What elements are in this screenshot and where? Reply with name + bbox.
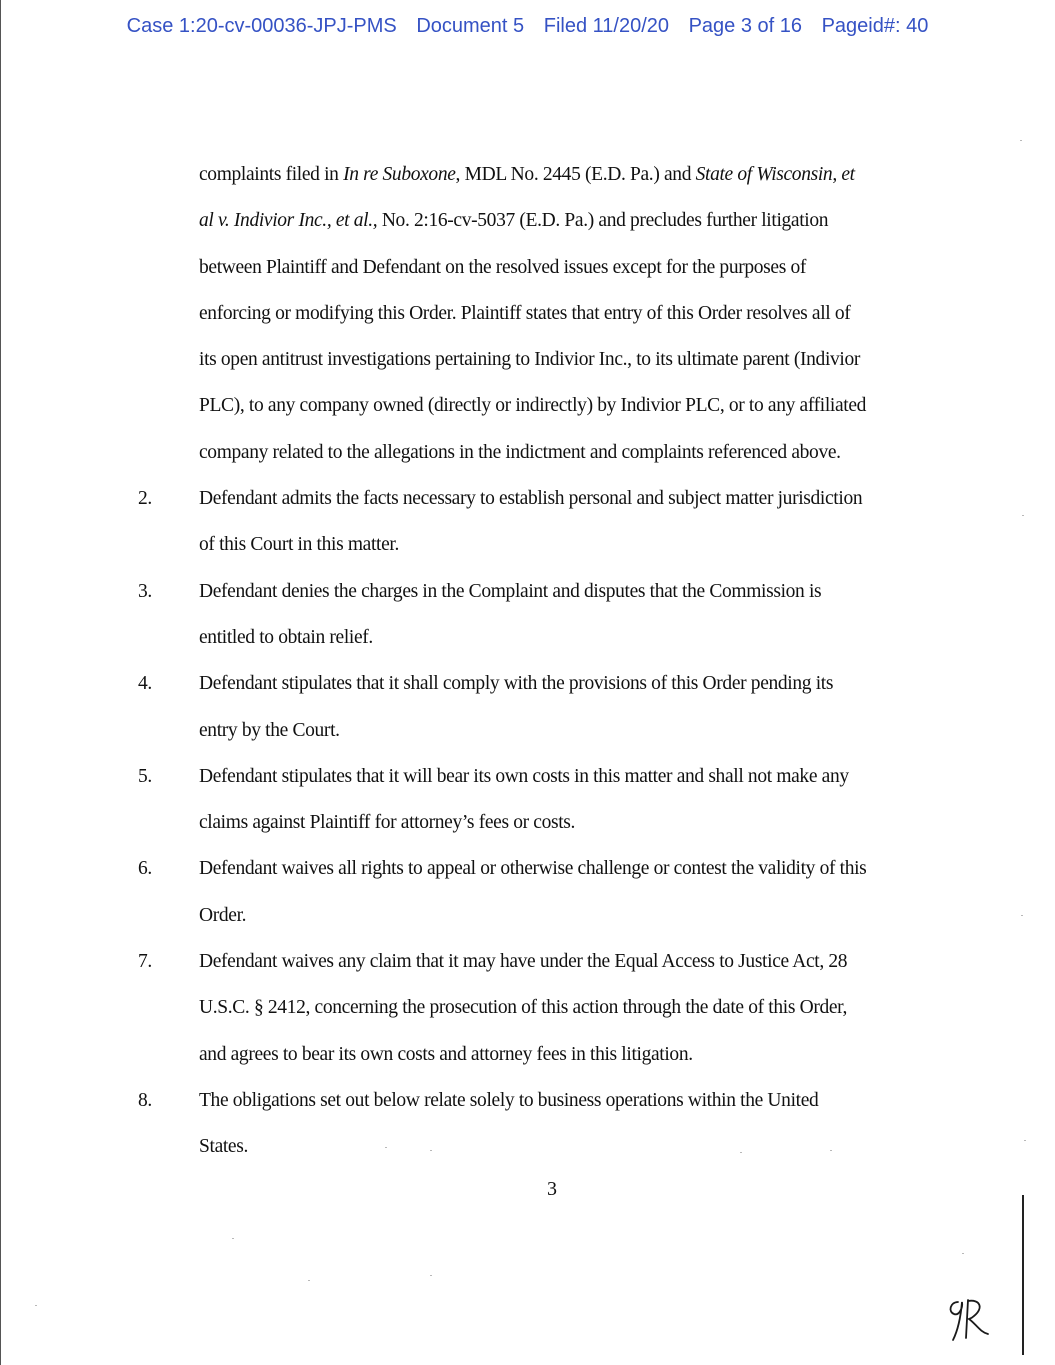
numbered-paragraph-3 xyxy=(138,569,919,662)
text-line: of this Court in this matter. xyxy=(199,534,400,556)
paragraph-number: 7. xyxy=(138,951,152,973)
text-line: Defendant waives any claim that it may have under the Equal Access to Justice Act, 28 xyxy=(199,951,848,973)
text-line: between Plaintiff and Defendant on the resolved issues except for the purposes of xyxy=(199,256,807,278)
numbered-paragraph-5 xyxy=(138,754,919,847)
text-line: Defendant stipulates that it shall comply with the provisions of this Order pending its xyxy=(199,673,834,695)
scan-speck xyxy=(1024,1140,1026,1141)
continuation-paragraph xyxy=(199,152,919,476)
numbered-paragraph-7 xyxy=(138,939,919,1078)
scan-speck xyxy=(430,1275,432,1276)
text-line: complaints filed in In re Suboxone, MDL No. 2445 (E.D. Pa.) and State of Wisconsin, et xyxy=(199,164,855,185)
scan-speck xyxy=(232,1238,234,1239)
document-number: Document 5 xyxy=(416,15,525,37)
scan-speck xyxy=(740,1152,742,1153)
numbered-paragraph-2 xyxy=(138,476,919,569)
text-line: al v. Indivior Inc., et al., No. 2:16-cv-5037 (E.D. Pa.) and precludes further litigation xyxy=(199,210,829,232)
paragraph-number: 5. xyxy=(138,765,152,787)
scan-speck xyxy=(830,1150,832,1151)
text-line: entitled to obtain relief. xyxy=(199,626,373,648)
filing-header xyxy=(0,15,1055,38)
text-line: its open antitrust investigations pertaining to Indivior Inc., to its ultimate parent (Indivior xyxy=(199,349,861,371)
scan-speck xyxy=(1021,915,1023,916)
page-left-edge xyxy=(0,0,1,1365)
scan-speck xyxy=(385,1147,387,1148)
text-line: Order. xyxy=(199,904,247,926)
text-line: The obligations set out below relate solely to business operations within the United xyxy=(199,1089,819,1111)
text-line: company related to the allegations in the indictment and complaints referenced above. xyxy=(199,441,841,463)
text-line: Defendant admits the facts necessary to establish personal and subject matter jurisdiction xyxy=(199,488,863,510)
text-line: entry by the Court. xyxy=(199,719,340,741)
case-number: Case 1:20-cv-00036-JPJ-PMS xyxy=(126,15,397,37)
page-of-total: Page 3 of 16 xyxy=(688,15,803,37)
scan-speck xyxy=(35,1305,37,1306)
scan-speck xyxy=(1020,140,1022,141)
text-line: Defendant waives all rights to appeal or otherwise challenge or contest the validity of this xyxy=(199,858,867,880)
text-line: U.S.C. § 2412, concerning the prosecution of this action through the date of this Order, xyxy=(199,997,848,1019)
page-id: Pageid#: 40 xyxy=(821,15,929,37)
document-body xyxy=(138,152,919,1171)
text-line: Defendant denies the charges in the Complaint and disputes that the Commission is xyxy=(199,580,822,602)
handwritten-initials-icon xyxy=(944,1294,992,1346)
paragraph-number: 6. xyxy=(138,858,152,880)
text-line: PLC), to any company owned (directly or indirectly) by Indivior PLC, or to any affiliated xyxy=(199,395,867,417)
text-line: States. xyxy=(199,1136,249,1158)
numbered-paragraph-8 xyxy=(138,1078,919,1171)
scan-speck xyxy=(1022,515,1024,516)
text-line: and agrees to bear its own costs and attorney fees in this litigation. xyxy=(199,1043,693,1065)
text-line: claims against Plaintiff for attorney’s fees or costs. xyxy=(199,812,576,834)
scan-speck xyxy=(308,1280,310,1281)
text-line: enforcing or modifying this Order. Plaintiff states that entry of this Order resolves all of xyxy=(199,302,851,324)
numbered-paragraph-6 xyxy=(138,846,919,939)
paragraph-number: 3. xyxy=(138,580,152,602)
scan-speck xyxy=(430,1150,432,1151)
paragraph-number: 8. xyxy=(138,1089,152,1111)
scan-speck xyxy=(962,1253,964,1254)
filed-date: Filed 11/20/20 xyxy=(543,15,670,37)
paragraph-number: 4. xyxy=(138,673,152,695)
page-right-edge-mark xyxy=(1022,1195,1024,1355)
text-line: Defendant stipulates that it will bear its own costs in this matter and shall not make any xyxy=(199,765,849,787)
paragraph-number: 2. xyxy=(138,488,152,510)
page-number: 3 xyxy=(547,1178,557,1200)
numbered-paragraph-4 xyxy=(138,661,919,754)
